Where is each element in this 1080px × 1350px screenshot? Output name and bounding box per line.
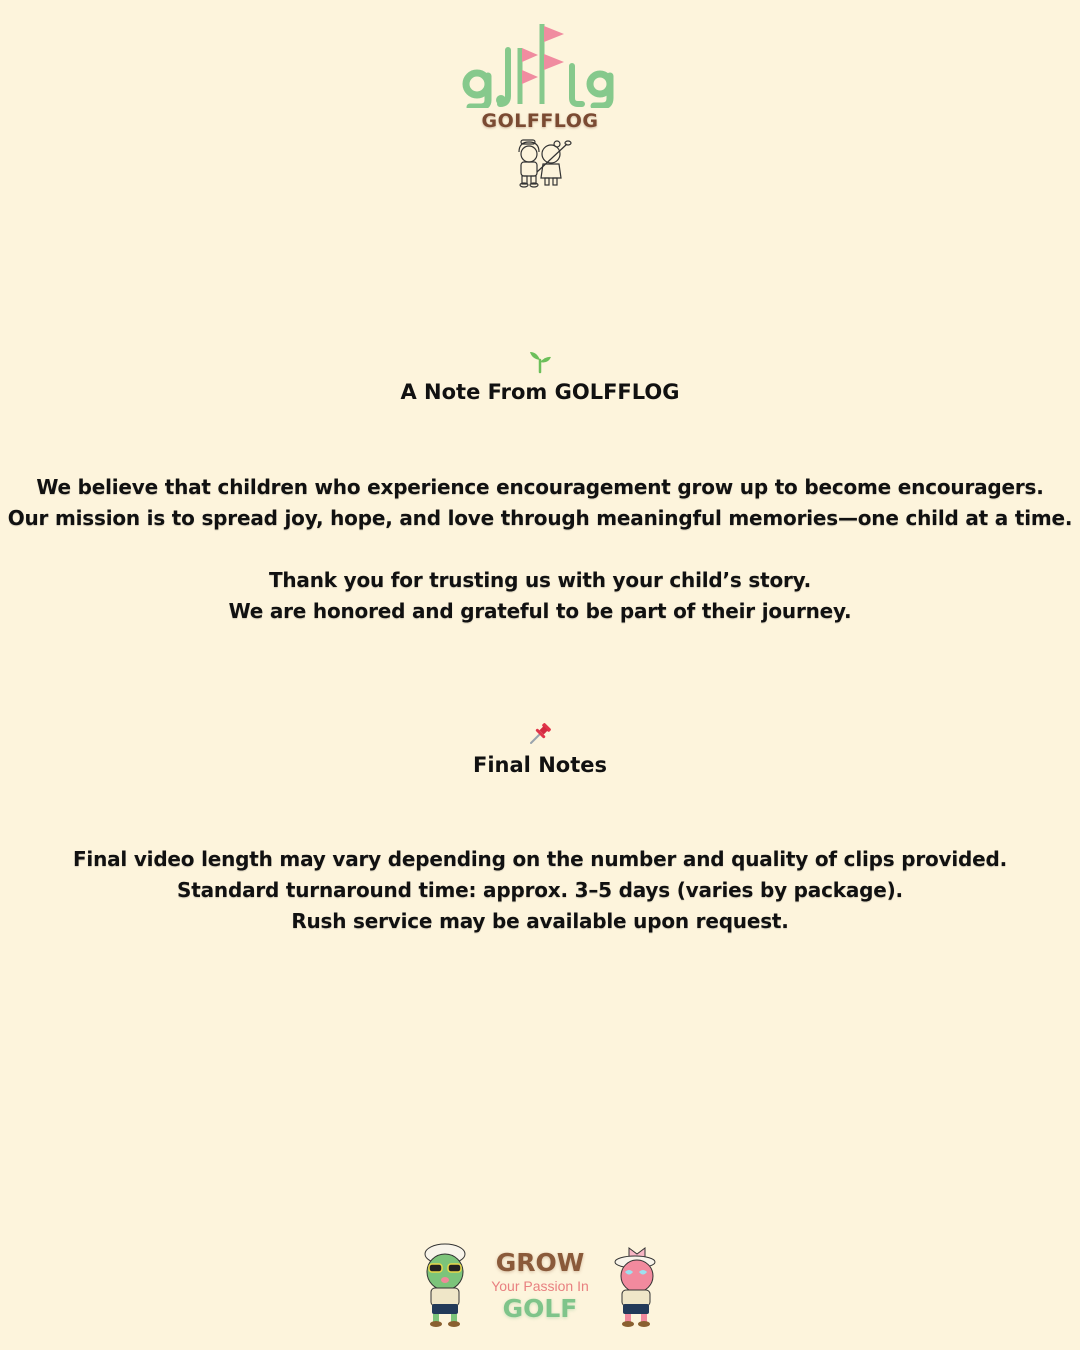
logo-wordmark: GOLFFLOG (481, 110, 599, 132)
frog-golfer-mascot-icon (419, 1242, 471, 1330)
thanks-line-2: We are honored and grateful to be part of their journey. (228, 599, 852, 623)
brand-logo (0, 20, 1080, 190)
kids-golf-illustration-icon (507, 138, 573, 190)
seedling-icon (528, 348, 552, 374)
footer-banner (0, 1242, 1080, 1330)
final-notes-section (0, 721, 1080, 777)
mission-line-2: Our mission is to spread joy, hope, and love through meaningful memories—one child at a time. (7, 506, 1073, 530)
note-section (0, 348, 1080, 404)
thanks-line-1: Thank you for trusting us with your child’s story. (268, 568, 812, 592)
mission-paragraph (0, 472, 1080, 534)
pushpin-icon (527, 721, 553, 747)
thanks-paragraph (0, 565, 1080, 627)
final-note-line-2: Standard turnaround time: approx. 3–5 days (varies by package). (177, 878, 903, 902)
pig-golfer-mascot-icon (609, 1242, 661, 1330)
golfflog-logo-mark-icon (460, 20, 620, 108)
final-note-line-3: Rush service may be available upon request. (291, 909, 789, 933)
final-notes-body (0, 844, 1080, 937)
final-notes-title: Final Notes (473, 753, 607, 777)
mission-line-1: We believe that children who experience encouragement grow up to become encouragers. (36, 475, 1044, 499)
final-note-line-1: Final video length may vary depending on the number and quality of clips provided. (72, 847, 1008, 871)
footer-grow: GROW (495, 1248, 585, 1277)
footer-golf: GOLF (502, 1294, 578, 1323)
grow-your-passion-text (485, 1250, 595, 1322)
note-title: A Note From GOLFFLOG (400, 380, 680, 404)
footer-subtitle: Your Passion In (491, 1278, 589, 1294)
